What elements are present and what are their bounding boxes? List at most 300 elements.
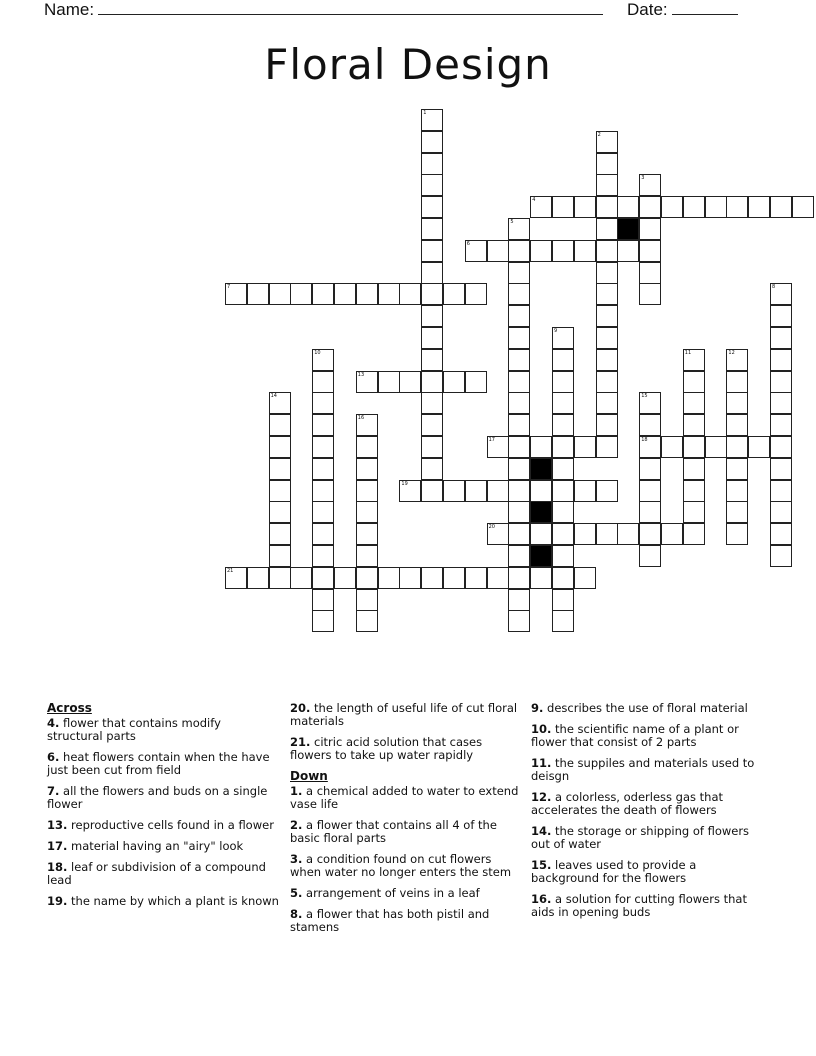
clue-item <box>290 908 522 934</box>
crossword-cell[interactable] <box>574 480 596 502</box>
clue-item <box>531 893 763 919</box>
crossword-cell[interactable] <box>312 589 334 611</box>
crossword-cell[interactable] <box>508 283 530 305</box>
clue-item <box>47 895 279 908</box>
clue-text: the length of useful life of cut floral materials <box>290 701 518 728</box>
crossword-cell[interactable] <box>487 480 509 502</box>
crossword-cell[interactable] <box>508 523 530 545</box>
crossword-cell[interactable] <box>770 480 792 502</box>
clue-text: all the flowers and buds on a single flower <box>47 784 268 811</box>
cell-number: 5 <box>510 219 514 225</box>
crossword-cell[interactable] <box>726 349 748 371</box>
crossword-cell[interactable] <box>356 283 378 305</box>
crossword-cell[interactable] <box>356 458 378 480</box>
crossword-cell[interactable] <box>508 218 530 240</box>
down-heading: Down <box>290 769 328 783</box>
crossword-cell[interactable] <box>421 218 443 240</box>
crossword-cell[interactable] <box>639 523 661 545</box>
crossword-cell[interactable] <box>726 196 748 218</box>
crossword-cell[interactable] <box>356 589 378 611</box>
crossword-cell[interactable] <box>596 371 618 393</box>
crossword-cell[interactable] <box>487 567 509 589</box>
crossword-cell[interactable] <box>639 174 661 196</box>
cell-number: 1 <box>423 110 427 116</box>
clue-number: 17. <box>47 839 68 853</box>
clue-number: 19. <box>47 894 68 908</box>
clue-text: a solution for cutting flowers that aids in opening buds <box>531 892 747 919</box>
crossword-cell[interactable] <box>552 392 574 414</box>
page-title: Floral Design <box>264 40 552 89</box>
crossword-cell[interactable] <box>552 589 574 611</box>
clue-text: flower that contains modify structural parts <box>47 716 221 743</box>
crossword-cell[interactable] <box>639 480 661 502</box>
crossword-cell[interactable] <box>683 480 705 502</box>
cell-number: 3 <box>641 175 645 182</box>
crossword-cell[interactable] <box>421 392 443 414</box>
crossword-cell[interactable] <box>443 283 465 305</box>
crossword-cell[interactable] <box>726 501 748 523</box>
clue-item <box>531 791 763 817</box>
crossword-cell[interactable] <box>312 283 334 305</box>
crossword-cell[interactable] <box>269 545 291 567</box>
crossword-cell[interactable] <box>639 240 661 262</box>
crossword-cell[interactable] <box>508 567 530 589</box>
clue-text: the suppiles and materials used to deisgn <box>531 756 755 783</box>
clue-number: 16. <box>531 892 552 906</box>
crossword-cell[interactable] <box>269 283 291 305</box>
crossword-cell[interactable] <box>530 436 552 458</box>
crossword-cell[interactable] <box>683 196 705 218</box>
crossword-cell[interactable] <box>552 196 574 218</box>
crossword-black-cell <box>530 501 552 523</box>
crossword-cell[interactable] <box>508 545 530 567</box>
crossword-cell[interactable] <box>530 523 552 545</box>
clue-text: the storage or shipping of flowers out of water <box>531 824 750 851</box>
crossword-cell[interactable] <box>421 174 443 196</box>
clue-text: a colorless, oderless gas that accelerates the death of flowers <box>531 790 724 817</box>
crossword-cell[interactable] <box>552 240 574 262</box>
crossword-cell[interactable] <box>596 327 618 349</box>
crossword-cell[interactable] <box>596 153 618 175</box>
crossword-cell[interactable] <box>617 523 639 545</box>
clue-item <box>47 751 279 777</box>
crossword-cell[interactable] <box>530 480 552 502</box>
clue-item <box>47 717 279 743</box>
clue-text: the name by which a plant is known <box>67 894 279 908</box>
clue-item <box>531 723 763 749</box>
crossword-cell[interactable] <box>290 283 312 305</box>
crossword-cell[interactable] <box>312 414 334 436</box>
crossword-cell[interactable] <box>552 545 574 567</box>
crossword-cell[interactable] <box>552 327 574 349</box>
crossword-cell[interactable] <box>508 327 530 349</box>
crossword-cell[interactable] <box>552 371 574 393</box>
down-clue-list <box>290 785 522 934</box>
crossword-cell[interactable] <box>247 283 269 305</box>
clues-column-1 <box>47 702 279 916</box>
crossword-cell[interactable] <box>596 262 618 284</box>
crossword-cell[interactable] <box>617 240 639 262</box>
clue-item <box>47 785 279 811</box>
clue-item <box>290 853 522 879</box>
crossword-cell[interactable] <box>552 501 574 523</box>
crossword-cell[interactable] <box>225 283 247 305</box>
crossword-cell[interactable] <box>421 109 443 131</box>
crossword-cell[interactable] <box>552 480 574 502</box>
crossword-cell[interactable] <box>312 501 334 523</box>
clue-item <box>290 702 522 728</box>
name-label: Name: <box>44 0 95 19</box>
crossword-cell[interactable] <box>378 283 400 305</box>
crossword-cell[interactable] <box>792 196 814 218</box>
crossword-cell[interactable] <box>726 458 748 480</box>
crossword-cell[interactable] <box>421 480 443 502</box>
crossword-cell[interactable] <box>356 567 378 589</box>
crossword-cell[interactable] <box>574 567 596 589</box>
crossword-cell[interactable] <box>399 371 421 393</box>
crossword-cell[interactable] <box>552 436 574 458</box>
crossword-cell[interactable] <box>726 480 748 502</box>
crossword-cell[interactable] <box>639 458 661 480</box>
crossword-cell[interactable] <box>530 567 552 589</box>
date-blank-line[interactable] <box>672 0 738 15</box>
crossword-cell[interactable] <box>443 480 465 502</box>
crossword-cell[interactable] <box>421 327 443 349</box>
clue-number: 8. <box>290 907 303 921</box>
cell-number: 10 <box>314 349 321 356</box>
crossword-cell[interactable] <box>269 392 291 414</box>
crossword-cell[interactable] <box>421 414 443 436</box>
clue-number: 3. <box>290 852 303 866</box>
clue-number: 12. <box>531 790 552 804</box>
cell-number: 12 <box>728 349 735 356</box>
crossword-cell[interactable] <box>508 610 530 632</box>
crossword-cell[interactable] <box>312 371 334 393</box>
crossword-cell[interactable] <box>312 392 334 414</box>
crossword-cell[interactable] <box>421 436 443 458</box>
crossword-cell[interactable] <box>399 480 421 502</box>
crossword-cell[interactable] <box>574 196 596 218</box>
crossword-cell[interactable] <box>683 414 705 436</box>
cell-number: 20 <box>488 524 495 531</box>
crossword-cell[interactable] <box>290 567 312 589</box>
crossword-cell[interactable] <box>596 218 618 240</box>
crossword-cell[interactable] <box>596 174 618 196</box>
crossword-cell[interactable] <box>465 283 487 305</box>
clue-number: 5. <box>290 886 303 900</box>
crossword-cell[interactable] <box>552 349 574 371</box>
crossword-cell[interactable] <box>683 436 705 458</box>
crossword-cell[interactable] <box>770 349 792 371</box>
crossword-cell[interactable] <box>770 501 792 523</box>
crossword-cell[interactable] <box>683 392 705 414</box>
crossword-cell[interactable] <box>508 436 530 458</box>
crossword-cell[interactable] <box>552 567 574 589</box>
crossword-cell[interactable] <box>726 523 748 545</box>
cell-number: 2 <box>597 131 601 138</box>
clue-text: arrangement of veins in a leaf <box>302 886 480 900</box>
crossword-cell[interactable] <box>639 501 661 523</box>
cell-number: 15 <box>641 393 648 400</box>
crossword-cell[interactable] <box>508 305 530 327</box>
crossword-cell[interactable] <box>421 567 443 589</box>
crossword-cell[interactable] <box>639 392 661 414</box>
crossword-cell[interactable] <box>421 196 443 218</box>
clue-text: the scientific name of a plant or flower that consist of 2 parts <box>531 722 739 749</box>
cell-number: 9 <box>554 328 558 334</box>
crossword-cell[interactable] <box>770 392 792 414</box>
crossword-cell[interactable] <box>508 349 530 371</box>
crossword-cell[interactable] <box>334 283 356 305</box>
crossword-cell[interactable] <box>465 480 487 502</box>
clues-column-2 <box>290 702 522 942</box>
crossword-cell[interactable] <box>726 436 748 458</box>
clue-number: 10. <box>531 722 552 736</box>
crossword-cell[interactable] <box>378 567 400 589</box>
crossword-cell[interactable] <box>312 480 334 502</box>
crossword-cell[interactable] <box>683 371 705 393</box>
crossword-cell[interactable] <box>639 436 661 458</box>
crossword-cell[interactable] <box>596 480 618 502</box>
crossword-cell[interactable] <box>356 501 378 523</box>
crossword-black-cell <box>617 218 639 240</box>
crossword-cell[interactable] <box>356 436 378 458</box>
cell-number: 17 <box>488 437 495 443</box>
cell-number: 7 <box>227 284 231 291</box>
crossword-cell[interactable] <box>639 196 661 218</box>
cell-number: 14 <box>270 393 277 400</box>
crossword-cell[interactable] <box>421 240 443 262</box>
clue-number: 21. <box>290 735 311 749</box>
crossword-cell[interactable] <box>508 589 530 611</box>
crossword-cell[interactable] <box>552 523 574 545</box>
crossword-cell[interactable] <box>530 196 552 218</box>
crossword-cell[interactable] <box>269 436 291 458</box>
clue-number: 20. <box>290 701 311 715</box>
crossword-cell[interactable] <box>269 414 291 436</box>
crossword-cell[interactable] <box>312 458 334 480</box>
clue-item <box>531 825 763 851</box>
crossword-cell[interactable] <box>465 567 487 589</box>
clue-number: 1. <box>290 784 303 798</box>
clue-text: leaf or subdivision of a compound lead <box>47 860 266 887</box>
crossword-cell[interactable] <box>443 371 465 393</box>
clue-text: leaves used to provide a background for the flowers <box>531 858 697 885</box>
crossword-cell[interactable] <box>530 240 552 262</box>
crossword-cell[interactable] <box>508 458 530 480</box>
clue-number: 6. <box>47 750 60 764</box>
cell-number: 18 <box>641 437 648 443</box>
crossword-cell[interactable] <box>269 458 291 480</box>
crossword-cell[interactable] <box>312 545 334 567</box>
crossword-cell[interactable] <box>356 545 378 567</box>
crossword-cell[interactable] <box>421 458 443 480</box>
crossword-cell[interactable] <box>574 436 596 458</box>
crossword-cell[interactable] <box>770 458 792 480</box>
crossword-cell[interactable] <box>508 262 530 284</box>
cell-number: 8 <box>772 284 776 291</box>
clue-item <box>290 887 522 900</box>
crossword-cell[interactable] <box>726 414 748 436</box>
clue-item <box>290 736 522 762</box>
crossword-cell[interactable] <box>421 305 443 327</box>
clue-number: 18. <box>47 860 68 874</box>
crossword-cell[interactable] <box>508 480 530 502</box>
cell-number: 4 <box>532 197 536 204</box>
crossword-cell[interactable] <box>617 196 639 218</box>
clue-item <box>47 861 279 887</box>
crossword-cell[interactable] <box>399 283 421 305</box>
crossword-cell[interactable] <box>399 567 421 589</box>
crossword-cell[interactable] <box>356 610 378 632</box>
crossword-cell[interactable] <box>312 349 334 371</box>
crossword-cell[interactable] <box>683 458 705 480</box>
crossword-cell[interactable] <box>748 196 770 218</box>
crossword-cell[interactable] <box>748 436 770 458</box>
clue-item <box>531 859 763 885</box>
crossword-cell[interactable] <box>465 240 487 262</box>
clue-text: a condition found on cut flowers when water no longer enters the stem <box>290 852 512 879</box>
crossword-cell[interactable] <box>312 567 334 589</box>
crossword-cell[interactable] <box>334 567 356 589</box>
crossword-cell[interactable] <box>639 218 661 240</box>
crossword-cell[interactable] <box>639 262 661 284</box>
crossword-cell[interactable] <box>596 392 618 414</box>
crossword-cell[interactable] <box>639 414 661 436</box>
crossword-cell[interactable] <box>552 610 574 632</box>
crossword-cell[interactable] <box>705 196 727 218</box>
clue-text: a chemical added to water to extend vase life <box>290 784 519 811</box>
clue-text: a flower that contains all 4 of the basic floral parts <box>290 818 497 845</box>
crossword-cell[interactable] <box>421 371 443 393</box>
clue-number: 7. <box>47 784 60 798</box>
clue-number: 13. <box>47 818 68 832</box>
crossword-cell[interactable] <box>770 371 792 393</box>
cell-number: 16 <box>357 415 365 422</box>
clue-number: 4. <box>47 716 60 730</box>
date-field <box>627 0 738 20</box>
name-blank-line[interactable] <box>98 0 603 15</box>
crossword-cell[interactable] <box>552 458 574 480</box>
crossword-cell[interactable] <box>596 523 618 545</box>
clue-item <box>47 819 279 832</box>
crossword-cell[interactable] <box>421 153 443 175</box>
crossword-cell[interactable] <box>661 436 683 458</box>
crossword-cell[interactable] <box>770 327 792 349</box>
crossword-cell[interactable] <box>683 523 705 545</box>
crossword-cell[interactable] <box>508 414 530 436</box>
crossword-cell[interactable] <box>508 240 530 262</box>
clue-text: material having an "airy" look <box>67 839 244 853</box>
crossword-cell[interactable] <box>247 567 269 589</box>
cell-number: 19 <box>401 480 408 487</box>
crossword-black-cell <box>530 458 552 480</box>
crossword-cell[interactable] <box>661 523 683 545</box>
crossword-cell[interactable] <box>683 501 705 523</box>
crossword-cell[interactable] <box>356 414 378 436</box>
crossword-cell[interactable] <box>596 283 618 305</box>
cell-number: 6 <box>466 240 470 247</box>
crossword-cell[interactable] <box>465 371 487 393</box>
crossword-cell[interactable] <box>443 567 465 589</box>
crossword-cell[interactable] <box>596 349 618 371</box>
crossword-cell[interactable] <box>596 436 618 458</box>
crossword-cell[interactable] <box>770 283 792 305</box>
clue-number: 15. <box>531 858 552 872</box>
crossword-cell[interactable] <box>312 610 334 632</box>
crossword-cell[interactable] <box>508 371 530 393</box>
crossword-cell[interactable] <box>770 414 792 436</box>
clues-column-3 <box>531 702 763 927</box>
cell-number: 11 <box>684 349 692 356</box>
crossword-cell[interactable] <box>269 567 291 589</box>
crossword-cell[interactable] <box>596 131 618 153</box>
crossword-cell[interactable] <box>726 371 748 393</box>
crossword-cell[interactable] <box>269 501 291 523</box>
crossword-cell[interactable] <box>487 240 509 262</box>
crossword-cell[interactable] <box>421 131 443 153</box>
clue-text: citric acid solution that cases flowers to take up water rapidly <box>290 735 483 762</box>
crossword-cell[interactable] <box>269 480 291 502</box>
across-clue-list-continued <box>290 702 522 762</box>
clue-item <box>531 702 763 715</box>
clue-number: 2. <box>290 818 303 832</box>
crossword-cell[interactable] <box>596 240 618 262</box>
crossword-cell[interactable] <box>269 523 291 545</box>
crossword-cell[interactable] <box>421 262 443 284</box>
crossword-cell[interactable] <box>683 349 705 371</box>
crossword-cell[interactable] <box>639 283 661 305</box>
across-heading: Across <box>47 701 92 715</box>
crossword-cell[interactable] <box>770 305 792 327</box>
crossword-cell[interactable] <box>770 523 792 545</box>
crossword-cell[interactable] <box>574 523 596 545</box>
crossword-cell[interactable] <box>312 436 334 458</box>
crossword-cell[interactable] <box>596 305 618 327</box>
crossword-cell[interactable] <box>770 545 792 567</box>
crossword-cell[interactable] <box>770 436 792 458</box>
crossword-cell[interactable] <box>378 371 400 393</box>
crossword-cell[interactable] <box>596 414 618 436</box>
crossword-cell[interactable] <box>661 196 683 218</box>
crossword-cell[interactable] <box>487 523 509 545</box>
crossword-cell[interactable] <box>770 196 792 218</box>
crossword-cell[interactable] <box>705 436 727 458</box>
clue-number: 11. <box>531 756 552 770</box>
down-clue-list-continued <box>531 702 763 919</box>
crossword-cell[interactable] <box>596 196 618 218</box>
crossword-cell[interactable] <box>508 501 530 523</box>
crossword-cell[interactable] <box>639 545 661 567</box>
crossword-cell[interactable] <box>508 392 530 414</box>
crossword-cell[interactable] <box>421 283 443 305</box>
crossword-cell[interactable] <box>487 436 509 458</box>
clue-text: describes the use of floral material <box>543 701 748 715</box>
crossword-cell[interactable] <box>356 480 378 502</box>
crossword-black-cell <box>530 545 552 567</box>
crossword-cell[interactable] <box>312 523 334 545</box>
crossword-cell[interactable] <box>356 523 378 545</box>
clue-item <box>47 840 279 853</box>
crossword-cell[interactable] <box>356 371 378 393</box>
crossword-cell[interactable] <box>225 567 247 589</box>
clue-text: a flower that has both pistil and stamens <box>290 907 490 934</box>
crossword-cell[interactable] <box>421 349 443 371</box>
crossword-cell[interactable] <box>574 240 596 262</box>
crossword-cell[interactable] <box>552 414 574 436</box>
cell-number: 13 <box>357 371 365 378</box>
crossword-cell[interactable] <box>726 392 748 414</box>
